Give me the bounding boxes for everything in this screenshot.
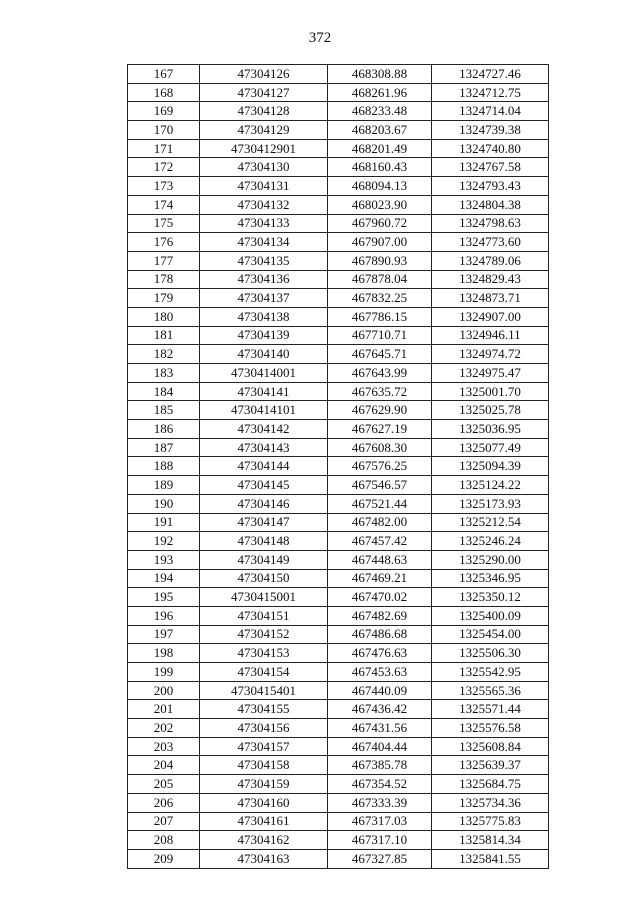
- row-number-cell: 170: [128, 121, 200, 140]
- x-coordinate-cell: 467635.72: [328, 382, 432, 401]
- y-coordinate-cell: 1325571.44: [432, 700, 549, 719]
- x-coordinate-cell: 467453.63: [328, 663, 432, 682]
- y-coordinate-cell: 1325734.36: [432, 793, 549, 812]
- x-coordinate-cell: 467627.19: [328, 420, 432, 439]
- x-coordinate-cell: 467710.71: [328, 326, 432, 345]
- x-coordinate-cell: 467470.02: [328, 588, 432, 607]
- row-number-cell: 185: [128, 401, 200, 420]
- x-coordinate-cell: 468308.88: [328, 65, 432, 84]
- row-number-cell: 197: [128, 625, 200, 644]
- y-coordinate-cell: 1324907.00: [432, 307, 549, 326]
- coordinates-table: [127, 64, 549, 869]
- row-number-cell: 199: [128, 663, 200, 682]
- row-number-cell: 184: [128, 382, 200, 401]
- row-number-cell: 168: [128, 83, 200, 102]
- point-id-cell: 4730415001: [200, 588, 328, 607]
- row-number-cell: 177: [128, 251, 200, 270]
- point-id-cell: 47304128: [200, 102, 328, 121]
- point-id-cell: 4730414101: [200, 401, 328, 420]
- y-coordinate-cell: 1325124.22: [432, 476, 549, 495]
- x-coordinate-cell: 467832.25: [328, 289, 432, 308]
- point-id-cell: 47304143: [200, 438, 328, 457]
- y-coordinate-cell: 1324974.72: [432, 345, 549, 364]
- row-number-cell: 178: [128, 270, 200, 289]
- y-coordinate-cell: 1324804.38: [432, 195, 549, 214]
- x-coordinate-cell: 467907.00: [328, 233, 432, 252]
- x-coordinate-cell: 468233.48: [328, 102, 432, 121]
- point-id-cell: 47304159: [200, 775, 328, 794]
- row-number-cell: 203: [128, 737, 200, 756]
- point-id-cell: 47304153: [200, 644, 328, 663]
- point-id-cell: 47304151: [200, 606, 328, 625]
- point-id-cell: 47304142: [200, 420, 328, 439]
- x-coordinate-cell: 467431.56: [328, 719, 432, 738]
- table-row: [128, 438, 549, 457]
- x-coordinate-cell: 467546.57: [328, 476, 432, 495]
- row-number-cell: 174: [128, 195, 200, 214]
- row-number-cell: 181: [128, 326, 200, 345]
- x-coordinate-cell: 467317.03: [328, 812, 432, 831]
- table-row: [128, 588, 549, 607]
- y-coordinate-cell: 1324727.46: [432, 65, 549, 84]
- table-row: [128, 606, 549, 625]
- x-coordinate-cell: 467521.44: [328, 494, 432, 513]
- point-id-cell: 47304150: [200, 569, 328, 588]
- point-id-cell: 47304133: [200, 214, 328, 233]
- y-coordinate-cell: 1325565.36: [432, 681, 549, 700]
- x-coordinate-cell: 468201.49: [328, 139, 432, 158]
- y-coordinate-cell: 1324767.58: [432, 158, 549, 177]
- x-coordinate-cell: 467317.10: [328, 831, 432, 850]
- y-coordinate-cell: 1325684.75: [432, 775, 549, 794]
- row-number-cell: 172: [128, 158, 200, 177]
- point-id-cell: 47304134: [200, 233, 328, 252]
- table-row: [128, 307, 549, 326]
- table-row: [128, 513, 549, 532]
- row-number-cell: 179: [128, 289, 200, 308]
- table-row: [128, 364, 549, 383]
- row-number-cell: 207: [128, 812, 200, 831]
- point-id-cell: 47304140: [200, 345, 328, 364]
- x-coordinate-cell: 467629.90: [328, 401, 432, 420]
- x-coordinate-cell: 467436.42: [328, 700, 432, 719]
- x-coordinate-cell: 467645.71: [328, 345, 432, 364]
- y-coordinate-cell: 1325212.54: [432, 513, 549, 532]
- table-row: [128, 457, 549, 476]
- y-coordinate-cell: 1325001.70: [432, 382, 549, 401]
- table-row: [128, 345, 549, 364]
- table-row: [128, 663, 549, 682]
- row-number-cell: 200: [128, 681, 200, 700]
- table-row: [128, 214, 549, 233]
- y-coordinate-cell: 1324873.71: [432, 289, 549, 308]
- y-coordinate-cell: 1325639.37: [432, 756, 549, 775]
- table-row: [128, 65, 549, 84]
- x-coordinate-cell: 467469.21: [328, 569, 432, 588]
- point-id-cell: 47304146: [200, 494, 328, 513]
- y-coordinate-cell: 1325542.95: [432, 663, 549, 682]
- y-coordinate-cell: 1324773.60: [432, 233, 549, 252]
- x-coordinate-cell: 468203.67: [328, 121, 432, 140]
- table-row: [128, 719, 549, 738]
- y-coordinate-cell: 1324975.47: [432, 364, 549, 383]
- point-id-cell: 47304138: [200, 307, 328, 326]
- row-number-cell: 196: [128, 606, 200, 625]
- table-row: [128, 831, 549, 850]
- row-number-cell: 173: [128, 177, 200, 196]
- point-id-cell: 47304136: [200, 270, 328, 289]
- point-id-cell: 47304155: [200, 700, 328, 719]
- y-coordinate-cell: 1324829.43: [432, 270, 549, 289]
- x-coordinate-cell: 467786.15: [328, 307, 432, 326]
- point-id-cell: 47304145: [200, 476, 328, 495]
- x-coordinate-cell: 467385.78: [328, 756, 432, 775]
- row-number-cell: 183: [128, 364, 200, 383]
- y-coordinate-cell: 1325576.58: [432, 719, 549, 738]
- table-row: [128, 644, 549, 663]
- row-number-cell: 182: [128, 345, 200, 364]
- y-coordinate-cell: 1324739.38: [432, 121, 549, 140]
- table-row: [128, 700, 549, 719]
- table-row: [128, 102, 549, 121]
- point-id-cell: 47304129: [200, 121, 328, 140]
- table-row: [128, 550, 549, 569]
- point-id-cell: 47304154: [200, 663, 328, 682]
- x-coordinate-cell: 467960.72: [328, 214, 432, 233]
- point-id-cell: 47304127: [200, 83, 328, 102]
- table-row: [128, 233, 549, 252]
- y-coordinate-cell: 1325094.39: [432, 457, 549, 476]
- row-number-cell: 195: [128, 588, 200, 607]
- row-number-cell: 167: [128, 65, 200, 84]
- table-row: [128, 270, 549, 289]
- row-number-cell: 190: [128, 494, 200, 513]
- x-coordinate-cell: 467482.69: [328, 606, 432, 625]
- x-coordinate-cell: 468261.96: [328, 83, 432, 102]
- point-id-cell: 47304149: [200, 550, 328, 569]
- coordinates-table-body: [128, 65, 549, 869]
- x-coordinate-cell: 468160.43: [328, 158, 432, 177]
- row-number-cell: 194: [128, 569, 200, 588]
- y-coordinate-cell: 1324946.11: [432, 326, 549, 345]
- x-coordinate-cell: 467576.25: [328, 457, 432, 476]
- table-row: [128, 737, 549, 756]
- row-number-cell: 189: [128, 476, 200, 495]
- row-number-cell: 198: [128, 644, 200, 663]
- x-coordinate-cell: 467643.99: [328, 364, 432, 383]
- page-number: 372: [308, 30, 332, 46]
- row-number-cell: 188: [128, 457, 200, 476]
- point-id-cell: 47304132: [200, 195, 328, 214]
- table-row: [128, 121, 549, 140]
- point-id-cell: 47304148: [200, 532, 328, 551]
- point-id-cell: 47304147: [200, 513, 328, 532]
- point-id-cell: 47304158: [200, 756, 328, 775]
- table-row: [128, 625, 549, 644]
- point-id-cell: 47304139: [200, 326, 328, 345]
- table-row: [128, 849, 549, 868]
- y-coordinate-cell: 1325036.95: [432, 420, 549, 439]
- table-row: [128, 775, 549, 794]
- point-id-cell: 47304163: [200, 849, 328, 868]
- y-coordinate-cell: 1325173.93: [432, 494, 549, 513]
- row-number-cell: 180: [128, 307, 200, 326]
- point-id-cell: 4730415401: [200, 681, 328, 700]
- table-row: [128, 401, 549, 420]
- row-number-cell: 209: [128, 849, 200, 868]
- x-coordinate-cell: 467440.09: [328, 681, 432, 700]
- table-row: [128, 420, 549, 439]
- x-coordinate-cell: 467890.93: [328, 251, 432, 270]
- table-row: [128, 476, 549, 495]
- x-coordinate-cell: 468094.13: [328, 177, 432, 196]
- table-row: [128, 793, 549, 812]
- y-coordinate-cell: 1325506.30: [432, 644, 549, 663]
- y-coordinate-cell: 1324740.80: [432, 139, 549, 158]
- y-coordinate-cell: 1324789.06: [432, 251, 549, 270]
- row-number-cell: 193: [128, 550, 200, 569]
- point-id-cell: 47304157: [200, 737, 328, 756]
- y-coordinate-cell: 1324793.43: [432, 177, 549, 196]
- point-id-cell: 47304130: [200, 158, 328, 177]
- point-id-cell: 47304160: [200, 793, 328, 812]
- y-coordinate-cell: 1324798.63: [432, 214, 549, 233]
- row-number-cell: 206: [128, 793, 200, 812]
- y-coordinate-cell: 1325400.09: [432, 606, 549, 625]
- row-number-cell: 201: [128, 700, 200, 719]
- point-id-cell: 4730412901: [200, 139, 328, 158]
- x-coordinate-cell: 467354.52: [328, 775, 432, 794]
- y-coordinate-cell: 1324712.75: [432, 83, 549, 102]
- y-coordinate-cell: 1325608.84: [432, 737, 549, 756]
- table-row: [128, 158, 549, 177]
- table-row: [128, 812, 549, 831]
- x-coordinate-cell: 468023.90: [328, 195, 432, 214]
- table-row: [128, 681, 549, 700]
- x-coordinate-cell: 467486.68: [328, 625, 432, 644]
- row-number-cell: 186: [128, 420, 200, 439]
- y-coordinate-cell: 1325246.24: [432, 532, 549, 551]
- table-row: [128, 83, 549, 102]
- point-id-cell: 47304137: [200, 289, 328, 308]
- row-number-cell: 208: [128, 831, 200, 850]
- row-number-cell: 171: [128, 139, 200, 158]
- x-coordinate-cell: 467327.85: [328, 849, 432, 868]
- x-coordinate-cell: 467482.00: [328, 513, 432, 532]
- row-number-cell: 202: [128, 719, 200, 738]
- table-row: [128, 494, 549, 513]
- table-row: [128, 756, 549, 775]
- x-coordinate-cell: 467608.30: [328, 438, 432, 457]
- point-id-cell: 47304141: [200, 382, 328, 401]
- table-row: [128, 289, 549, 308]
- point-id-cell: 47304131: [200, 177, 328, 196]
- x-coordinate-cell: 467476.63: [328, 644, 432, 663]
- row-number-cell: 191: [128, 513, 200, 532]
- x-coordinate-cell: 467448.63: [328, 550, 432, 569]
- y-coordinate-cell: 1325290.00: [432, 550, 549, 569]
- row-number-cell: 205: [128, 775, 200, 794]
- table-row: [128, 251, 549, 270]
- y-coordinate-cell: 1325077.49: [432, 438, 549, 457]
- table-row: [128, 326, 549, 345]
- x-coordinate-cell: 467878.04: [328, 270, 432, 289]
- y-coordinate-cell: 1325346.95: [432, 569, 549, 588]
- y-coordinate-cell: 1325814.34: [432, 831, 549, 850]
- row-number-cell: 192: [128, 532, 200, 551]
- x-coordinate-cell: 467333.39: [328, 793, 432, 812]
- point-id-cell: 47304126: [200, 65, 328, 84]
- table-row: [128, 195, 549, 214]
- table-row: [128, 139, 549, 158]
- y-coordinate-cell: 1325025.78: [432, 401, 549, 420]
- point-id-cell: 47304152: [200, 625, 328, 644]
- table-row: [128, 569, 549, 588]
- table-row: [128, 382, 549, 401]
- point-id-cell: 4730414001: [200, 364, 328, 383]
- row-number-cell: 176: [128, 233, 200, 252]
- point-id-cell: 47304162: [200, 831, 328, 850]
- point-id-cell: 47304161: [200, 812, 328, 831]
- point-id-cell: 47304156: [200, 719, 328, 738]
- row-number-cell: 204: [128, 756, 200, 775]
- point-id-cell: 47304144: [200, 457, 328, 476]
- table-row: [128, 177, 549, 196]
- row-number-cell: 169: [128, 102, 200, 121]
- y-coordinate-cell: 1325454.00: [432, 625, 549, 644]
- table-row: [128, 532, 549, 551]
- y-coordinate-cell: 1325775.83: [432, 812, 549, 831]
- row-number-cell: 175: [128, 214, 200, 233]
- x-coordinate-cell: 467404.44: [328, 737, 432, 756]
- x-coordinate-cell: 467457.42: [328, 532, 432, 551]
- point-id-cell: 47304135: [200, 251, 328, 270]
- row-number-cell: 187: [128, 438, 200, 457]
- y-coordinate-cell: 1325841.55: [432, 849, 549, 868]
- y-coordinate-cell: 1324714.04: [432, 102, 549, 121]
- y-coordinate-cell: 1325350.12: [432, 588, 549, 607]
